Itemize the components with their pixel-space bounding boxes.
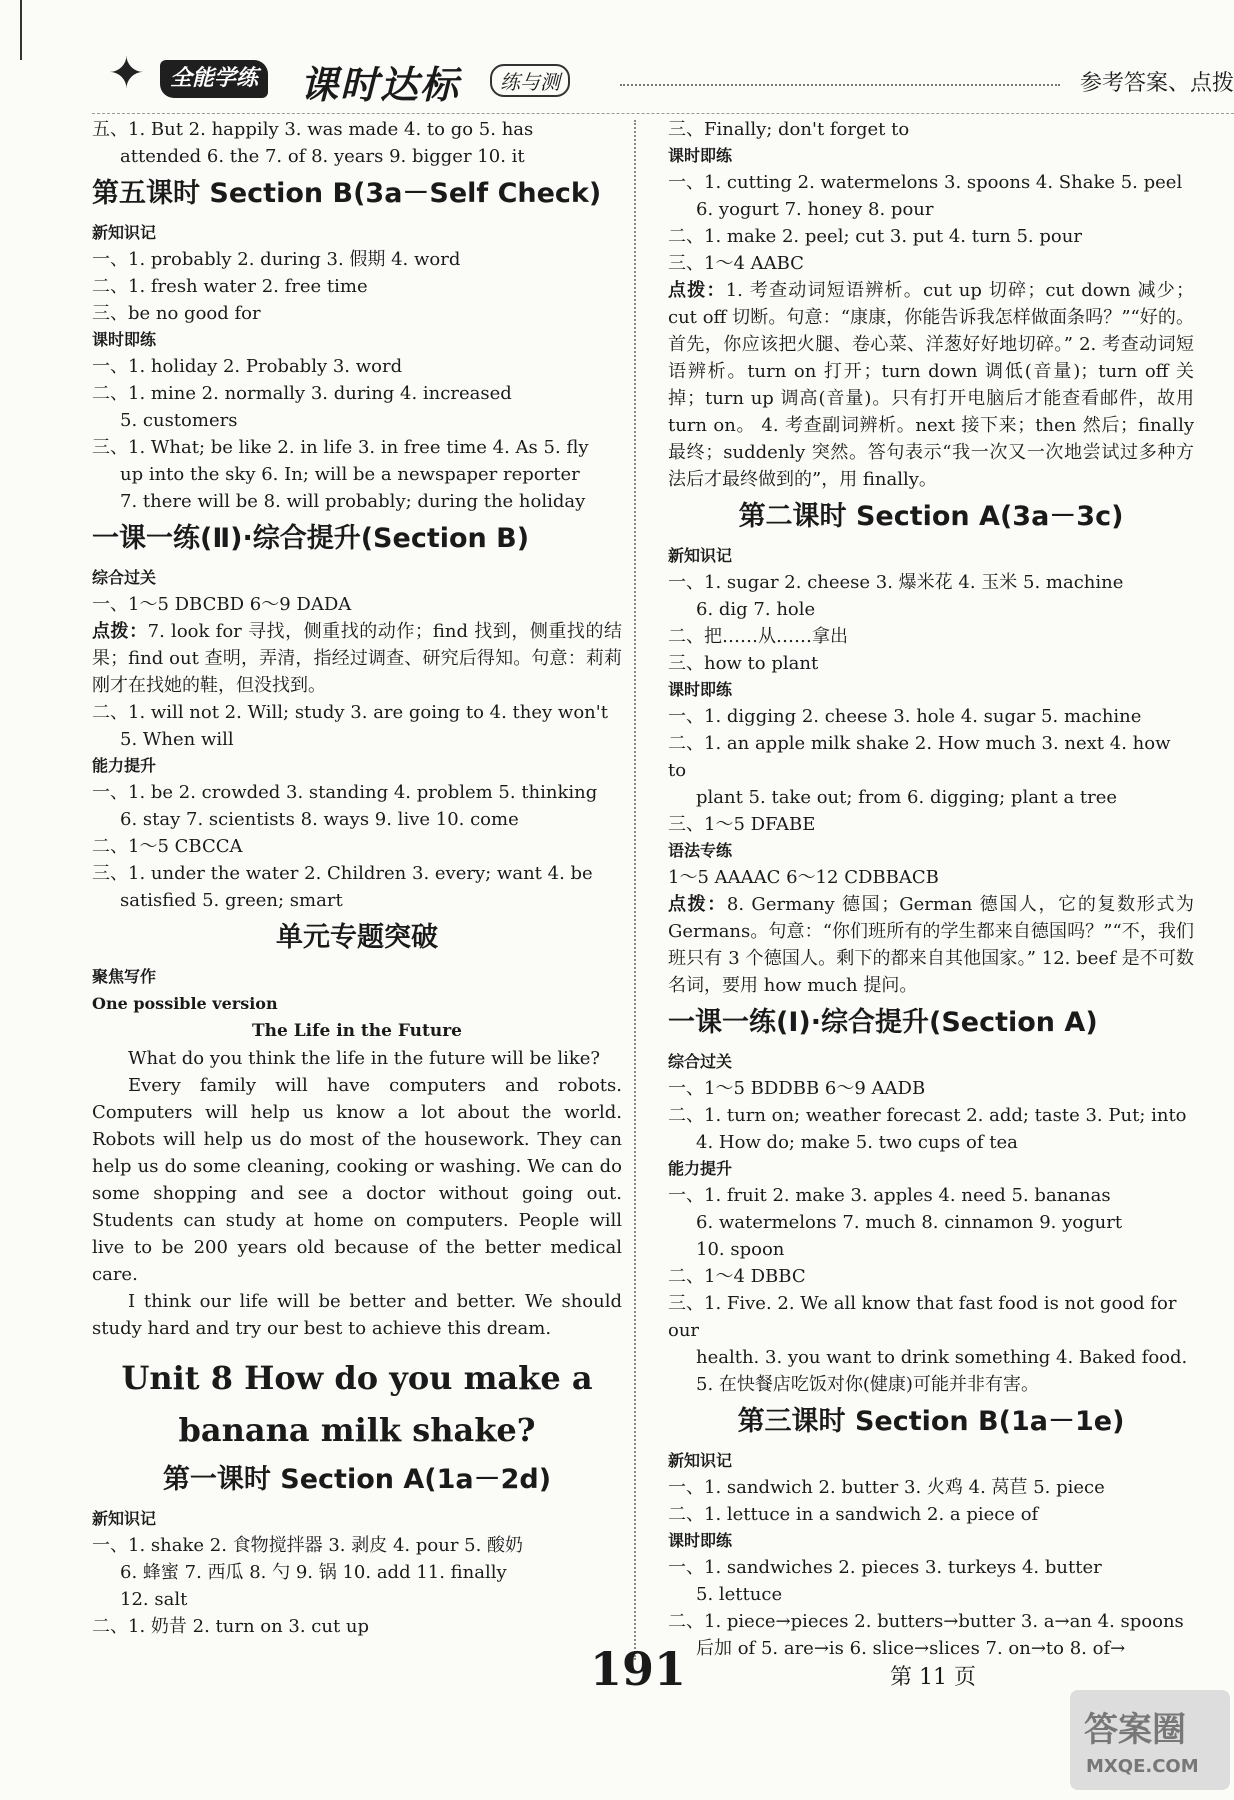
essay-version-label: One possible version: [92, 994, 278, 1013]
answer-line: 一、1. sugar 2. cheese 3. 爆米花 4. 玉米 5. machine: [668, 572, 1124, 593]
subsection-label: 语法专练: [668, 841, 733, 860]
subsection-label: 新知识记: [668, 546, 733, 565]
section-heading: 单元专题突破: [276, 922, 438, 953]
answer-line: 三、1. Five. 2. We all know that fast food is not good for our: [668, 1293, 1177, 1341]
series-subtitle: 练与测: [490, 64, 570, 97]
section-heading: 第三课时 Section B(1a－1e): [737, 1406, 1125, 1437]
answer-line: 一、1. probably 2. during 3. 假期 4. word: [92, 249, 461, 270]
page-header: [0, 0, 1234, 110]
answer-line: 二、1. an apple milk shake 2. How much 3. next 4. how to: [668, 733, 1171, 781]
header-rule: [92, 113, 1234, 114]
subsection-label: 能力提升: [92, 756, 157, 775]
answer-line: 一、1. sandwiches 2. pieces 3. turkeys 4. butter: [668, 1557, 1102, 1578]
answer-line-continued: 6. stay 7. scientists 8. ways 9. live 10. come: [120, 809, 519, 830]
section-heading: 第二课时 Section A(3a－3c): [738, 501, 1124, 532]
right-column: [668, 116, 1194, 1662]
answer-line: 一、1. holiday 2. Probably 3. word: [92, 356, 403, 377]
essay-paragraph: What do you think the life in the future will be like?: [128, 1048, 601, 1069]
tip-label: 点拨：: [92, 621, 148, 642]
section-heading: 第一课时 Section A(1a－2d): [162, 1464, 552, 1495]
answer-line: 二、1. make 2. peel; cut 3. put 4. turn 5. pour: [668, 226, 1082, 247]
answer-line-continued: 5. 在快餐店吃饭对你(健康)可能并非有害。: [696, 1374, 1039, 1395]
answer-line: 1～5 AAAAC 6～12 CDBBACB: [668, 867, 939, 888]
watermark-url: MXQE.COM: [1086, 1756, 1199, 1777]
tip-paragraph: [668, 891, 1194, 999]
section-heading: 一课一练(Ⅱ)·综合提升(Section B): [92, 523, 530, 554]
header-dots: [620, 84, 1060, 86]
answer-line-continued: 6. 蜂蜜 7. 西瓜 8. 勺 9. 锅 10. add 11. finally: [120, 1562, 507, 1583]
subsection-label: 课时即练: [668, 146, 733, 165]
tip-label: 点拨：: [668, 894, 727, 915]
page-label: 第 11 页: [890, 1665, 976, 1690]
series-title: 课时达标: [300, 63, 461, 107]
answer-line: 一、1～5 BDDBB 6～9 AADB: [668, 1078, 926, 1099]
answer-line-continued: 6. dig 7. hole: [696, 599, 816, 620]
tip-text: 1. 考查动词短语辨析。cut up 切碎；cut down 减少；cut off 切断。句意：“康康，你能告诉我怎样做面条吗？”“好的。首先，你应该把火腿、卷心菜、洋葱好好地切碎。” 2. 考查动词短语辨析。turn on 打开；turn down 调低(音量)；turn off 关掉；turn up 调高(音量)。只有打开电脑后才能查看邮件，故用 turn on。 4. 考查副词辨析。next 接下来；then 然后；finally 最终；suddenly 突然。答句表示“我一次又一次地尝试过多种方法后才最终做到的”，用 finally。: [668, 280, 1194, 490]
section-heading: 一课一练(Ⅰ)·综合提升(Section A): [668, 1007, 1098, 1038]
margin-line: [20, 0, 22, 60]
subsection-label: 聚焦写作: [92, 967, 157, 986]
answer-line: 二、1. turn on; weather forecast 2. add; taste 3. Put; into: [668, 1105, 1187, 1126]
answer-line: 一、1. sandwich 2. butter 3. 火鸡 4. 莴苣 5. piece: [668, 1477, 1105, 1498]
subsection-label: 课时即练: [668, 680, 733, 699]
answer-line-continued: 5. When will: [120, 729, 234, 750]
answer-line: 一、1. be 2. crowded 3. standing 4. problem 5. thinking: [92, 782, 598, 803]
tip-paragraph: [668, 277, 1194, 493]
answer-line: 二、把……从……拿出: [668, 626, 848, 647]
essay-paragraph: I think our life will be better and better. We should study hard and try our best to achieve this dream.: [92, 1291, 622, 1339]
answer-line: 二、1. fresh water 2. free time: [92, 276, 368, 297]
answer-line-continued: 12. salt: [120, 1589, 188, 1610]
answer-line: 二、1. lettuce in a sandwich 2. a piece of: [668, 1504, 1039, 1525]
answer-line: 五、1. But 2. happily 3. was made 4. to go 5. has: [92, 119, 534, 140]
answer-line-continued: 6. yogurt 7. honey 8. pour: [696, 199, 934, 220]
answer-line-continued: attended 6. the 7. of 8. years 9. bigger 10. it: [120, 146, 525, 167]
logo-badge: 全能学练: [160, 60, 268, 98]
answer-line-continued: plant 5. take out; from 6. digging; plant a tree: [696, 787, 1118, 808]
essay-title: The Life in the Future: [251, 1021, 462, 1041]
subsection-label: 新知识记: [92, 223, 157, 242]
answer-line: 二、1. mine 2. normally 3. during 4. increased: [92, 383, 512, 404]
subsection-label: 综合过关: [668, 1052, 733, 1071]
subsection-label: 新知识记: [668, 1451, 733, 1470]
tip-label: 点拨：: [668, 280, 726, 301]
answer-line: 二、1. will not 2. Will; study 3. are going to 4. they won't: [92, 702, 608, 723]
essay-paragraph: Every family will have computers and robots. Computers will help us know a lot about the world. Robots will help us do most of the housework. They can help us do some cleaning, cooking or washing. We can do some shopping and see a doctor without going out. Students can study at home on computers. People will live to be 200 years old because of the better medical care.: [92, 1075, 622, 1285]
answer-line-continued: 10. spoon: [696, 1239, 785, 1260]
subsection-label: 新知识记: [92, 1509, 157, 1528]
tip-paragraph: [92, 618, 622, 699]
answer-line: 三、1. What; be like 2. in life 3. in free time 4. As 5. fly: [92, 437, 589, 458]
subsection-label: 能力提升: [668, 1159, 733, 1178]
answer-line-continued: satisfied 5. green; smart: [120, 890, 343, 911]
star-logo-icon: ✦: [108, 48, 145, 99]
unit-title: Unit 8 How do you make a: [121, 1359, 593, 1397]
unit-title-line2: banana milk shake?: [178, 1411, 536, 1449]
subsection-label: 课时即练: [92, 330, 157, 349]
answer-line: 一、1. cutting 2. watermelons 3. spoons 4. Shake 5. peel: [668, 172, 1183, 193]
answer-line-continued: up into the sky 6. In; will be a newspaper reporter: [120, 464, 580, 485]
answer-line: 二、1. piece→pieces 2. butters→butter 3. a→an 4. spoons: [668, 1611, 1184, 1632]
header-section-label: 参考答案、点拨: [1079, 71, 1234, 96]
answer-line-continued: 4. How do; make 5. two cups of tea: [696, 1132, 1018, 1153]
left-column: [92, 116, 622, 1640]
answer-line-continued: 后加 of 5. are→is 6. slice→slices 7. on→to 8. of→: [696, 1638, 1126, 1659]
answer-line-continued: health. 3. you want to drink something 4. Baked food.: [696, 1347, 1188, 1368]
page-number: 191: [590, 1642, 687, 1696]
answer-line: 二、1. 奶昔 2. turn on 3. cut up: [92, 1616, 370, 1637]
answer-line-continued: 5. lettuce: [696, 1584, 783, 1605]
answer-line: 二、1～5 CBCCA: [92, 836, 243, 857]
answer-line: 一、1. shake 2. 食物搅拌器 3. 剥皮 4. pour 5. 酸奶: [92, 1535, 524, 1556]
answer-line: 三、1. under the water 2. Children 3. every; want 4. be: [92, 863, 593, 884]
answer-line-continued: 6. watermelons 7. much 8. cinnamon 9. yogurt: [696, 1212, 1123, 1233]
answer-line: 二、1～4 DBBC: [668, 1266, 806, 1287]
subsection-label: 课时即练: [668, 1531, 733, 1550]
answer-line: 三、1～5 DFABE: [668, 814, 816, 835]
column-divider: [634, 120, 636, 1660]
answer-line: 三、1～4 AABC: [668, 253, 804, 274]
answer-line: 一、1～5 DBCBD 6～9 DADA: [92, 594, 352, 615]
subsection-label: 综合过关: [92, 568, 157, 587]
answer-line: 三、how to plant: [668, 653, 819, 674]
answer-line-continued: 5. customers: [120, 410, 238, 431]
answer-line-continued: 7. there will be 8. will probably; during the holiday: [120, 491, 586, 512]
tip-text: 8. Germany 德国；German 德国人，它的复数形式为 Germans。句意：“你们班所有的学生都来自德国吗？”“不，我们班只有 3 个德国人。剩下的都来自其他国家。” 12. beef 是不可数名词，要用 how much 提问。: [668, 894, 1194, 996]
section-heading: 第五课时 Section B(3a－Self Check): [92, 178, 602, 209]
tip-text: 7. look for 寻找，侧重找的动作；find 找到，侧重找的结果；find out 查明，弄清，指经过调查、研究后得知。句意：莉莉刚才在找她的鞋，但没找到。: [92, 621, 623, 696]
answer-line: 三、be no good for: [92, 303, 261, 324]
watermark-text: 答案圈: [1084, 1710, 1186, 1750]
answer-line: 三、Finally; don't forget to: [668, 119, 910, 140]
answer-line: 一、1. fruit 2. make 3. apples 4. need 5. bananas: [668, 1185, 1111, 1206]
answer-line: 一、1. digging 2. cheese 3. hole 4. sugar 5. machine: [668, 706, 1142, 727]
